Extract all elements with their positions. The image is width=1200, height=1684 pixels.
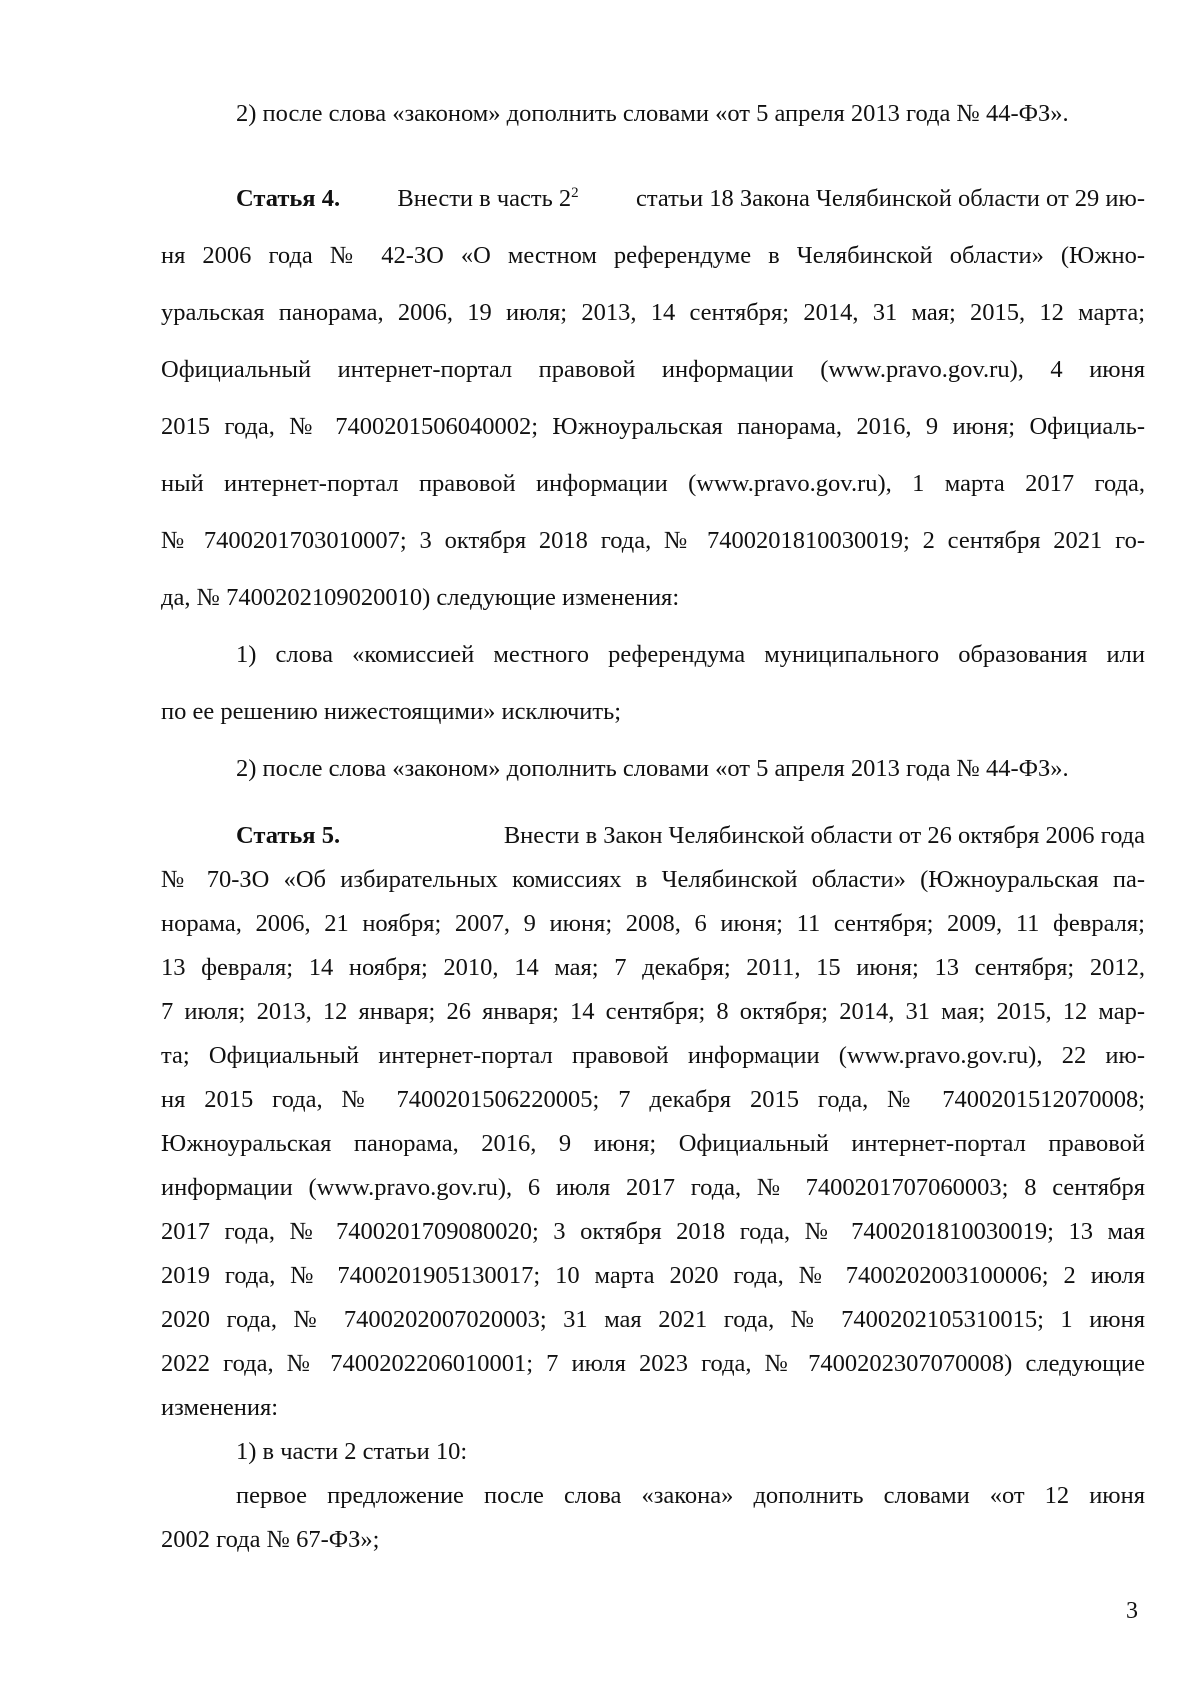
article5-intro: Внести в Закон Челябинской области от 26 октября 2006 года <box>503 822 1145 849</box>
article5-item1: 1) в части 2 статьи 10: <box>236 1438 468 1465</box>
article4-item1-line1: 1) слова «комиссией местного референдума муниципального образования или <box>236 641 1145 668</box>
article5-line-5: та; Официальный интернет-портал правовой информации (www.pravo.gov.ru), 22 ию- <box>161 1042 1145 1069</box>
article5-line-4: 7 июля; 2013, 12 января; 26 января; 14 сентября; 8 октября; 2014, 31 мая; 2015, 12 мар- <box>161 998 1145 1025</box>
article4-line-6: № 7400201703010007; 3 октября 2018 года, № 7400201810030019; 2 сентября 2021 го- <box>161 527 1145 554</box>
article4-item1-line2: по ее решению нижестоящими» исключить; <box>161 698 622 725</box>
article5-sub-line1: первое предложение после слова «закона» дополнить словами «от 12 июня <box>236 1482 1145 1509</box>
article5-heading: Статья 5. <box>236 822 341 849</box>
article4-intro-rest: статьи 18 Закона Челябинской области от 29 ию- <box>635 185 1145 212</box>
article5-line-6: ня 2015 года, № 7400201506220005; 7 декабря 2015 года, № 7400201512070008; <box>161 1086 1145 1113</box>
article5-line-3: 13 февраля; 14 ноября; 2010, 14 мая; 7 декабря; 2011, 15 июня; 13 сентября; 2012, <box>161 954 1145 981</box>
article5-line-7: Южноуральская панорама, 2016, 9 июня; Официальный интернет-портал правовой <box>161 1130 1145 1157</box>
article5-line-10: 2019 года, № 7400201905130017; 10 марта 2020 года, № 7400202003100006; 2 июля <box>161 1262 1145 1289</box>
article5-line-12: 2022 года, № 7400202206010001; 7 июля 2023 года, № 7400202307070008) следующие <box>161 1350 1145 1377</box>
article4-heading: Статья 4. <box>236 185 341 212</box>
article4-line-3: Официальный интернет-портал правовой информации (www.pravo.gov.ru), 4 июня <box>161 356 1145 383</box>
article5-first-line <box>161 824 1145 849</box>
article4-first-line <box>161 184 1145 212</box>
article5-line-1: № 70-ЗО «Об избирательных комиссиях в Челябинской области» (Южноуральская па- <box>161 866 1145 893</box>
article5-line-2: норама, 2006, 21 ноября; 2007, 9 июня; 2008, 6 июня; 11 сентября; 2009, 11 февраля; <box>161 910 1145 937</box>
article5-sub-line2: 2002 года № 67-ФЗ»; <box>161 1526 380 1553</box>
article4-intro: Внести в часть $2^2$ <box>397 184 579 212</box>
article5-line-11: 2020 года, № 7400202007020003; 31 мая 2021 года, № 7400202105310015; 1 июня <box>161 1306 1145 1333</box>
article5-line-8: информации (www.pravo.gov.ru), 6 июля 2017 года, № 7400201707060003; 8 сентября <box>161 1174 1145 1201</box>
article3-item2: 2) после слова «законом» дополнить словами «от 5 апреля 2013 года № 44-ФЗ». <box>236 100 1069 127</box>
article4-line-2: уральская панорама, 2006, 19 июля; 2013, 14 сентября; 2014, 31 мая; 2015, 12 марта; <box>161 299 1145 326</box>
article5-last-line: изменения: <box>161 1394 279 1421</box>
page-number: 3 <box>1126 1598 1138 1624</box>
article4-line-1: ня 2006 года № 42-ЗО «О местном референдуме в Челябинской области» (Южно- <box>161 242 1145 269</box>
article4-line-5: ный интернет-портал правовой информации (www.pravo.gov.ru), 1 марта 2017 года, <box>161 470 1145 497</box>
article4-line-7: да, № 7400202109020010) следующие изменения: <box>161 584 680 611</box>
article4-line-4: 2015 года, № 7400201506040002; Южноуральская панорама, 2016, 9 июня; Официаль- <box>161 413 1145 440</box>
article4-item2: 2) после слова «законом» дополнить словами «от 5 апреля 2013 года № 44-ФЗ». <box>236 755 1069 782</box>
article5-line-9: 2017 года, № 7400201709080020; 3 октября 2018 года, № 7400201810030019; 13 мая <box>161 1218 1145 1245</box>
